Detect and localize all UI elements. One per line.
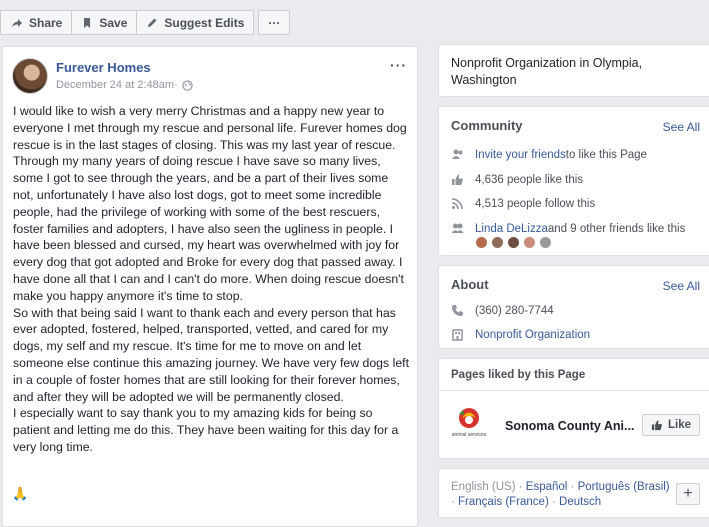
page-likes-row [451, 173, 583, 186]
post-author-link[interactable]: Furever Homes [56, 60, 151, 75]
friends-icon [451, 222, 464, 235]
language-pt-link[interactable]: Português (Brasil) [577, 481, 670, 493]
invite-friends-rest: to like this Page [565, 148, 647, 161]
like-page-button[interactable] [642, 414, 700, 436]
friend-avatar[interactable] [539, 236, 552, 249]
friends-like-rest: and 9 other friends like this [547, 222, 686, 235]
phone-icon [451, 304, 464, 317]
invite-friends-row [451, 148, 647, 161]
globe-icon[interactable] [182, 80, 193, 91]
friend-avatar[interactable] [475, 236, 488, 249]
community-see-all-link[interactable]: See All [662, 120, 700, 134]
page-action-bar [0, 10, 290, 35]
languages-line-2 [451, 496, 601, 508]
about-title: About [451, 277, 489, 292]
page-category-card [438, 44, 709, 97]
more-actions-button[interactable] [258, 10, 290, 35]
ellipsis-icon: ··· [268, 15, 281, 30]
post-timestamp[interactable]: December 24 at 2:48am [56, 79, 175, 91]
language-separator: · [515, 481, 526, 493]
post-options-button[interactable]: ··· [390, 57, 407, 73]
building-icon [451, 328, 464, 341]
friend-avatar[interactable] [507, 236, 520, 249]
post-meta [56, 79, 193, 91]
suggest-edits-button[interactable] [136, 10, 254, 35]
meta-separator: · [174, 79, 178, 91]
phone-number: (360) 280-7744 [475, 304, 554, 317]
about-see-all-link[interactable]: See All [662, 279, 700, 293]
like-button-label: Like [667, 419, 691, 431]
invite-friends-link[interactable]: Invite your friends [475, 148, 566, 161]
language-current: English (US) [451, 481, 516, 493]
liked-page-logo[interactable] [451, 405, 487, 445]
language-fr-link[interactable]: Français (France) [458, 496, 549, 508]
share-label: Share [29, 15, 63, 30]
pages-liked-title: Pages liked by this Page [451, 369, 586, 381]
friend-avatar[interactable] [491, 236, 504, 249]
plus-icon: + [683, 485, 693, 502]
pages-liked-card [438, 358, 709, 459]
friend-avatar[interactable] [523, 236, 536, 249]
page-likes-count[interactable]: 4,636 people like this [475, 173, 584, 186]
page-follows-count[interactable]: 4,513 people follow this [475, 197, 596, 210]
pages-liked-divider [439, 390, 709, 391]
suggest-edits-label: Suggest Edits [164, 15, 245, 30]
language-separator: · [451, 496, 459, 508]
friend-avatars [475, 236, 555, 249]
community-card [438, 106, 709, 256]
about-card [438, 265, 709, 349]
page-follows-row [451, 197, 595, 210]
bookmark-icon [81, 17, 93, 29]
rss-follow-icon [451, 197, 464, 210]
share-button[interactable] [0, 10, 72, 35]
post-body-text: I would like to wish a very merry Christmas and a happy new year to everyone I met through my rescue and personal life. Furever homes dog rescue is in the last stages of closing. This was my last year of rescue. Through my many years of doing rescue I have save so many lives, some I got to see through the years, and be a part of their lives some not, unfortunately I have also lost dogs, got to meet some incredible people, had the privilege of working with some of the best rescuers, foster families and adopters, I have also seen the ugliness in people. I have been blessed and cursed, my heart was overwhelmed with joy for every dog that got adopted and Broke for every dog that passed away. I have done all that I can and I can't do more. When doing rescue doesn't make you happy anymore it's time to stop. So with that being said I want to thank each and every person that has ever adopted, fostered, helped, transported, vetted, and cared for my dogs, my self and my rescue. It's time for me to move on and let someone else continue this amazing journey. We have very few dogs left in a couple of foster homes that are still looking for their forever homes, and after they will be adopted we will be permanently closed. I especially want to say thank you to my amazing kids for being so patient and letting me do this. They have been waiting for this day for a very long time. [13, 104, 409, 454]
animal-services-logo-icon [451, 405, 487, 445]
page-avatar[interactable] [12, 58, 48, 94]
language-separator: · [567, 481, 578, 493]
thumbs-up-icon [451, 173, 464, 186]
community-title: Community [451, 118, 523, 133]
save-label: Save [99, 15, 128, 30]
languages-card [438, 468, 709, 518]
about-category-link[interactable]: Nonprofit Organization [475, 328, 591, 341]
friends-like-row [451, 222, 685, 235]
add-language-button[interactable] [676, 483, 700, 505]
post-header [12, 58, 193, 94]
post-card [2, 46, 418, 527]
invite-people-icon [451, 148, 464, 161]
phone-row [451, 304, 554, 317]
share-arrow-icon [11, 17, 23, 29]
pencil-icon [146, 17, 158, 29]
friend-name-link[interactable]: Linda DeLizza [475, 222, 548, 235]
liked-page-name-link[interactable]: Sonoma County Ani... [505, 419, 635, 433]
language-separator: · [548, 496, 560, 508]
praying-hands-emoji: 🙏 [12, 486, 29, 501]
about-category-row [451, 328, 590, 341]
thumbs-up-icon [651, 419, 663, 431]
language-es-link[interactable]: Español [525, 481, 568, 493]
save-button[interactable] [71, 10, 137, 35]
languages-line-1 [451, 481, 670, 493]
language-de-link[interactable]: Deutsch [559, 496, 602, 508]
logo-caption: animal services [451, 432, 487, 438]
page-category-text: Nonprofit Organization in Olympia, Washington [451, 56, 643, 87]
